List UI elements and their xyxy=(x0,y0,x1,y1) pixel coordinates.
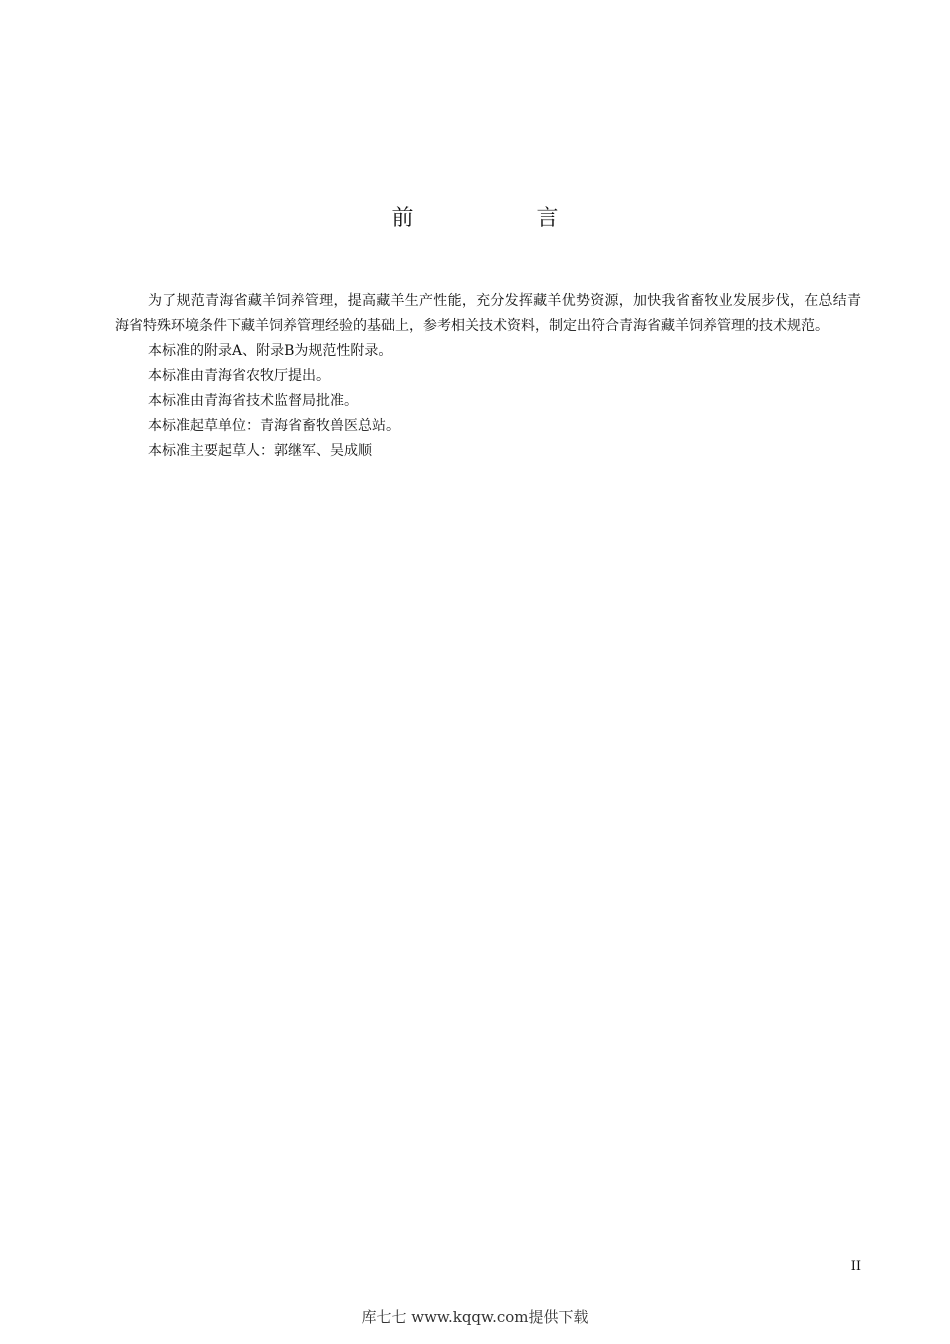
preface-paragraph: 本标准主要起草人：郭继军、吴成顺 xyxy=(148,443,372,459)
preface-paragraph: 本标准由青海省农牧厅提出。 xyxy=(148,368,330,384)
preface-paragraph: 本标准由青海省技术监督局批准。 xyxy=(148,393,358,409)
page-number: II xyxy=(850,1259,861,1274)
preface-body xyxy=(115,289,861,464)
download-footer: 库七七 www.kqqw.com提供下载 xyxy=(361,1308,589,1326)
page-title: 前 言 xyxy=(391,206,617,231)
preface-paragraph: 本标准的附录A、附录B为规范性附录。 xyxy=(148,343,393,359)
preface-paragraph: 本标准起草单位：青海省畜牧兽医总站。 xyxy=(148,418,400,434)
preface-paragraph: 为了规范青海省藏羊饲养管理，提高藏羊生产性能，充分发挥藏羊优势资源，加快我省畜牧业发展步伐，在总结青海省特殊环境条件下藏羊饲养管理经验的基础上，参考相关技术资料，制定出符合青海省藏羊饲养管理的技术规范。 xyxy=(115,293,861,334)
